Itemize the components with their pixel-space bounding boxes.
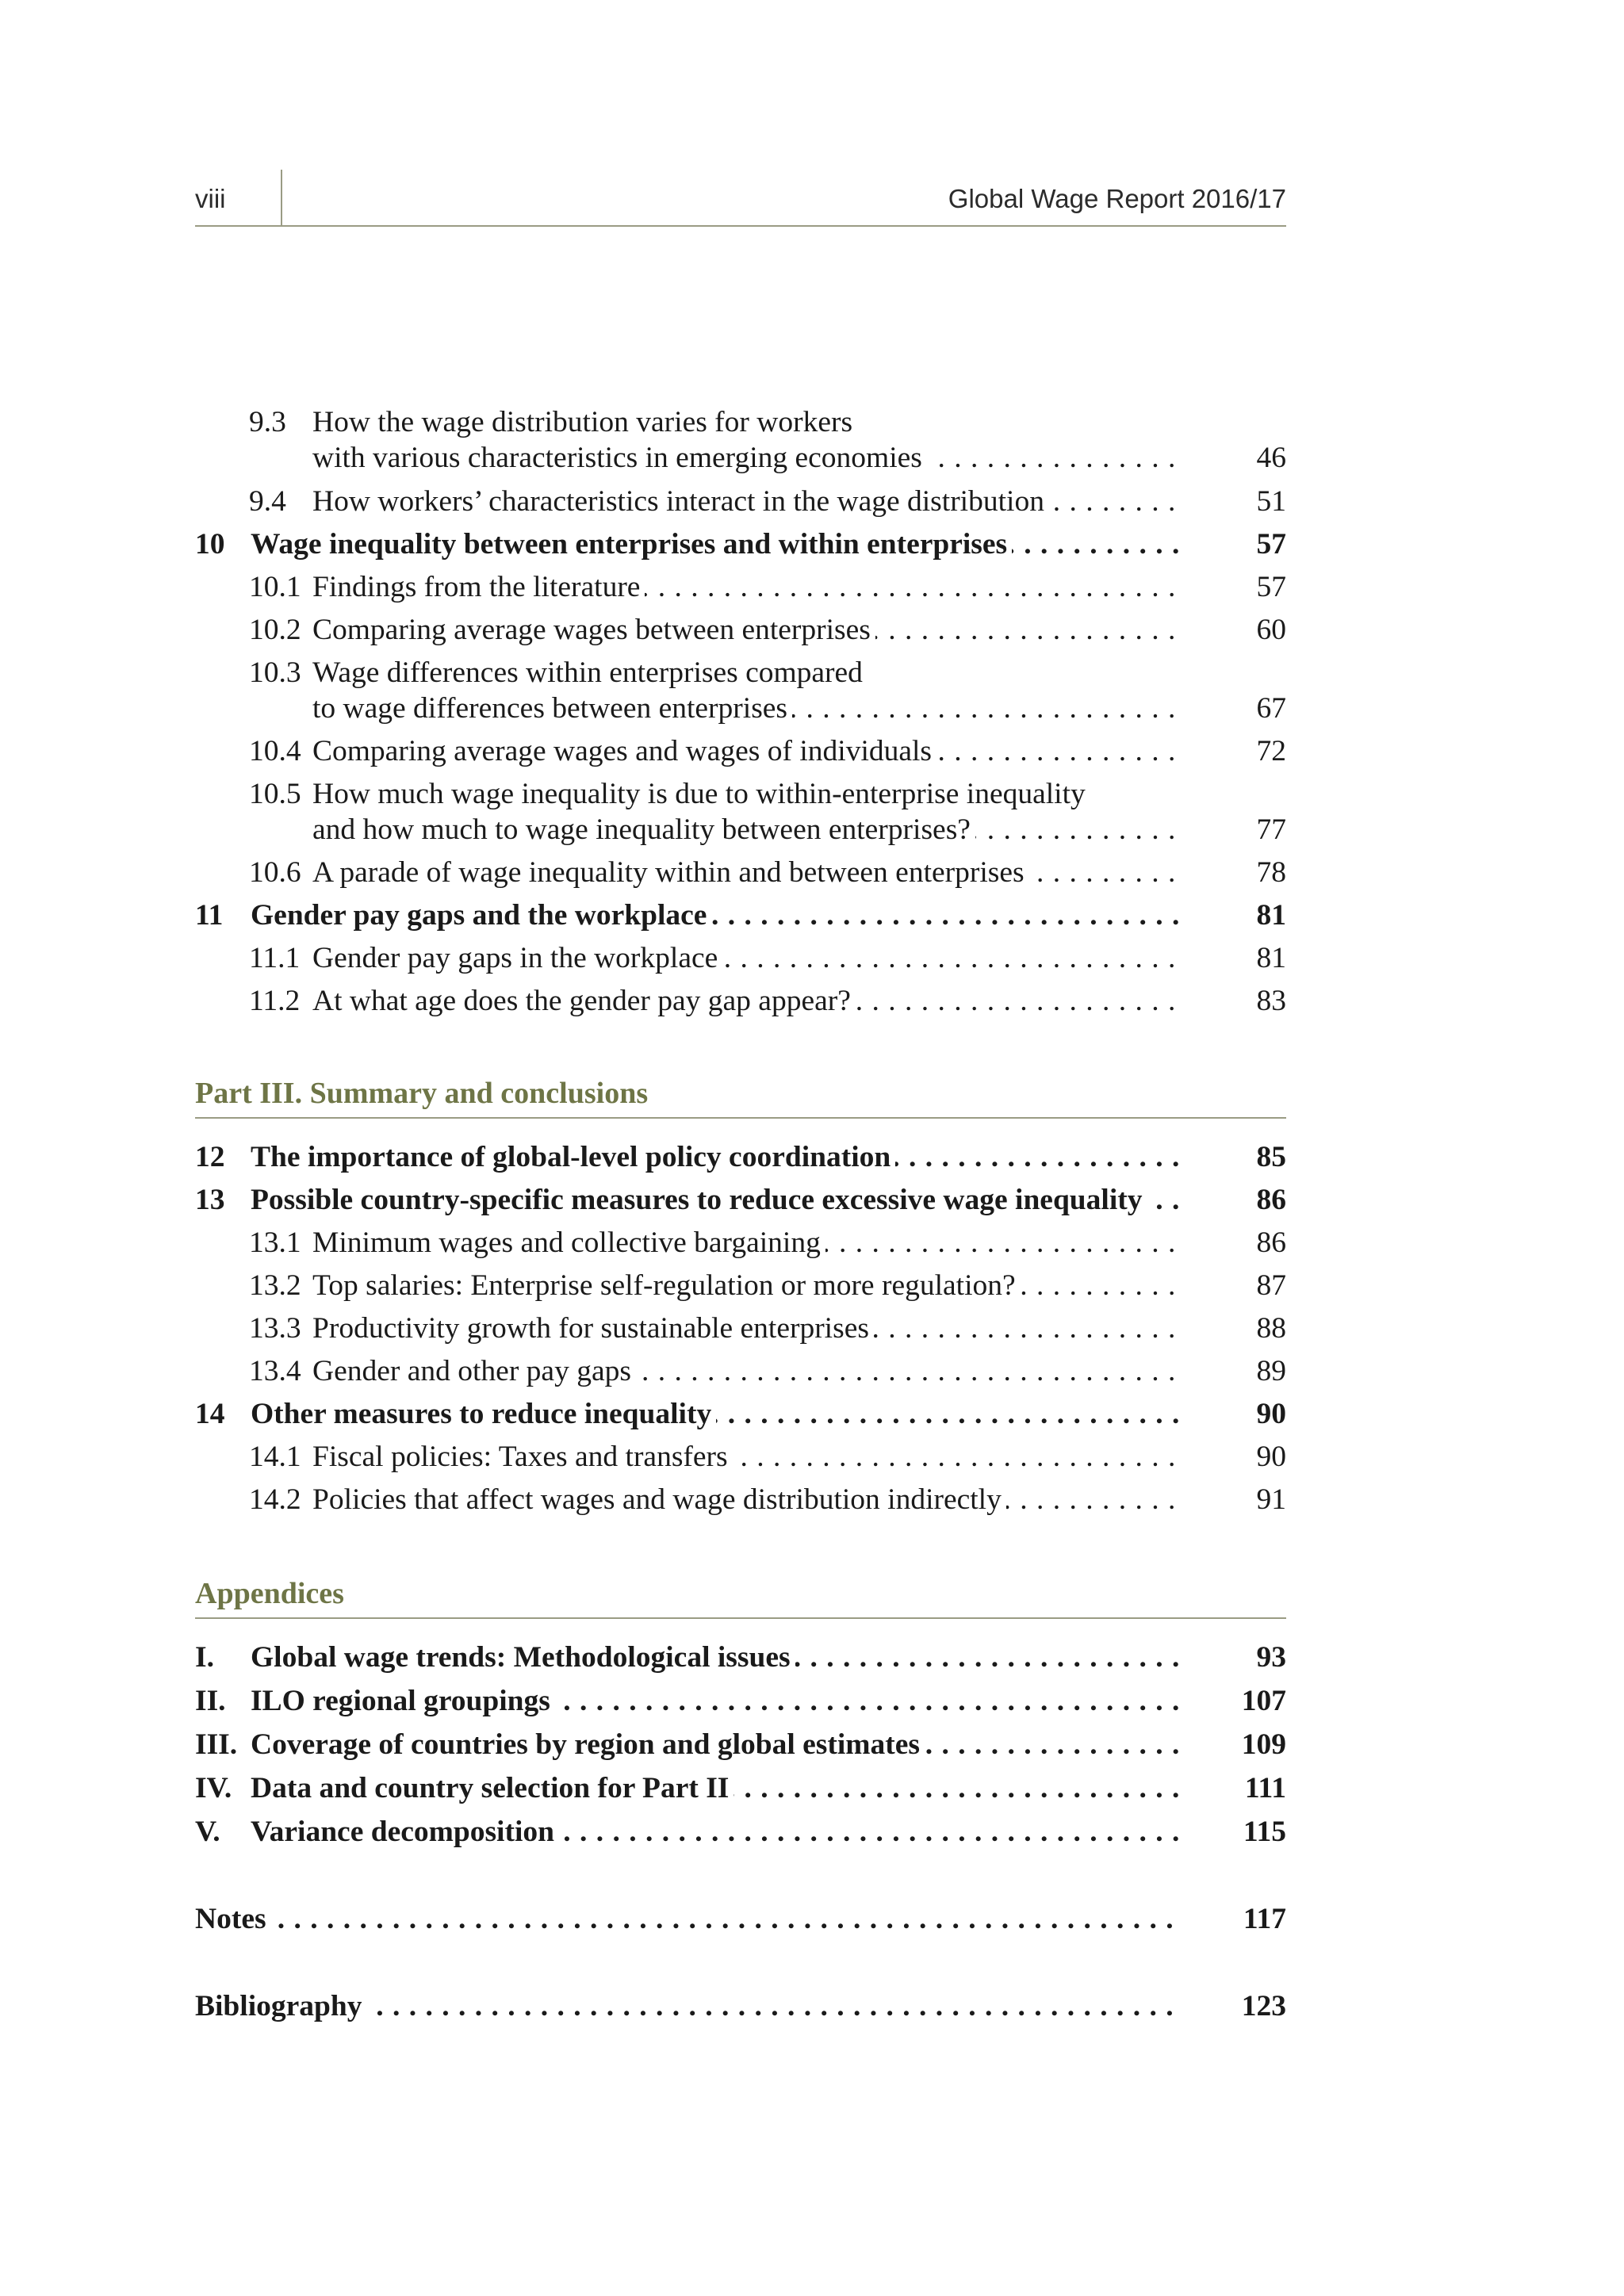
toc-title-cont: and how much to wage inequality between enterprises?	[312, 813, 975, 846]
toc-page: 81	[1256, 942, 1286, 974]
toc-number: 10.2	[249, 614, 301, 646]
toc-number: 13	[195, 1184, 225, 1216]
toc-page: 87	[1256, 1269, 1286, 1302]
toc-title: Variance decomposition	[251, 1816, 559, 1848]
toc-page: 115	[1243, 1816, 1286, 1848]
toc-title: Data and country selection for Part II	[251, 1772, 733, 1804]
toc-page: 123	[1241, 1990, 1286, 2022]
toc-title: Findings from the literature	[312, 571, 645, 603]
toc-number: 14	[195, 1398, 225, 1430]
toc-page: 57	[1256, 571, 1286, 603]
toc-title: How the wage distribution varies for workers	[312, 406, 857, 438]
toc-title: Minimum wages and collective bargaining	[312, 1226, 825, 1259]
toc-title: Top salaries: Enterprise self-regulation or more regulation?	[312, 1269, 1021, 1302]
toc-title: How workers’ characteristics interact in the wage distribution	[312, 485, 1049, 518]
toc-page: 90	[1256, 1398, 1286, 1430]
toc-number: 12	[195, 1141, 225, 1173]
toc-number: 10.3	[249, 656, 301, 689]
toc-page: 46	[1256, 442, 1286, 474]
toc-title: ILO regional groupings	[251, 1685, 555, 1717]
toc-title: Gender and other pay gaps	[312, 1355, 636, 1387]
toc-number: 9.4	[249, 485, 286, 518]
toc-title: Gender pay gaps and the workplace	[251, 899, 711, 932]
toc-number: 13.2	[249, 1269, 301, 1302]
toc-page: 83	[1256, 985, 1286, 1017]
toc-page: 107	[1241, 1685, 1286, 1717]
toc-page: 85	[1256, 1141, 1286, 1173]
toc-title: Productivity growth for sustainable enterprises	[312, 1312, 874, 1345]
toc-page: 67	[1256, 692, 1286, 725]
toc-title: Bibliography	[195, 1990, 366, 2022]
toc-number: 10.4	[249, 735, 301, 767]
toc-page: 60	[1256, 614, 1286, 646]
toc-number: 14.2	[249, 1483, 301, 1516]
report-title: Global Wage Report 2016/17	[948, 184, 1286, 213]
toc-number: IV.	[195, 1772, 232, 1804]
toc-title: The importance of global-level policy coordination	[251, 1141, 895, 1173]
appendices-heading: Appendices	[195, 1576, 1286, 1619]
toc-title: Wage differences within enterprises compared	[312, 656, 868, 689]
toc-number: 11.2	[249, 985, 301, 1017]
toc-number: 9.3	[249, 406, 286, 438]
toc-title: Notes	[195, 1903, 271, 1935]
toc-page: 109	[1241, 1728, 1286, 1761]
toc-page: 72	[1256, 735, 1286, 767]
toc-number: 11.1	[249, 942, 301, 974]
toc-title: At what age does the gender pay gap appear?	[312, 985, 856, 1017]
toc-page: 117	[1243, 1903, 1286, 1935]
toc-number: I.	[195, 1641, 214, 1674]
toc-page: 111	[1244, 1772, 1286, 1804]
toc-title: Global wage trends: Methodological issues	[251, 1641, 795, 1674]
toc-title: How much wage inequality is due to within-enterprise inequality	[312, 778, 1090, 810]
toc-page: 90	[1256, 1441, 1286, 1473]
toc-title: Comparing average wages between enterprises	[312, 614, 875, 646]
toc-title: Fiscal policies: Taxes and transfers	[312, 1441, 733, 1473]
toc-title: Possible country-specific measures to reduce excessive wage inequality	[251, 1184, 1147, 1216]
toc-title: Comparing average wages and wages of individuals	[312, 735, 936, 767]
toc-title: Wage inequality between enterprises and within enterprises	[251, 528, 1012, 561]
toc-title: Gender pay gaps in the workplace	[312, 942, 722, 974]
toc-number: 10	[195, 528, 225, 561]
toc-page: 88	[1256, 1312, 1286, 1345]
toc-number: 14.1	[249, 1441, 301, 1473]
toc-page: 57	[1256, 528, 1286, 561]
page-number: viii	[195, 184, 226, 213]
toc-title: A parade of wage inequality within and between enterprises	[312, 856, 1029, 889]
toc-number: 10.6	[249, 856, 301, 889]
toc-number: II.	[195, 1685, 226, 1717]
toc-number: V.	[195, 1816, 220, 1848]
running-header	[195, 170, 1286, 227]
toc-title-cont: to wage differences between enterprises	[312, 692, 792, 725]
toc-number: 13.3	[249, 1312, 301, 1345]
toc-number: 13.4	[249, 1355, 301, 1387]
toc-number: 10.5	[249, 778, 301, 810]
toc-number: 10.1	[249, 571, 301, 603]
part-iii-heading: Part III. Summary and conclusions	[195, 1076, 1286, 1119]
toc-page: 86	[1256, 1226, 1286, 1259]
toc-title: Policies that affect wages and wage distribution indirectly	[312, 1483, 1006, 1516]
toc-title: Other measures to reduce inequality	[251, 1398, 716, 1430]
toc-number: III.	[195, 1728, 238, 1761]
toc-page: 93	[1256, 1641, 1286, 1674]
toc-number: 13.1	[249, 1226, 301, 1259]
toc-page: 51	[1256, 485, 1286, 518]
toc-number: 11	[195, 899, 224, 932]
toc-page: 89	[1256, 1355, 1286, 1387]
toc-page: 77	[1256, 813, 1286, 846]
toc-page: 91	[1256, 1483, 1286, 1516]
toc-page: 86	[1256, 1184, 1286, 1216]
toc-page: 78	[1256, 856, 1286, 889]
toc-title: Coverage of countries by region and global estimates	[251, 1728, 925, 1761]
header-divider	[281, 170, 282, 225]
toc-page: 81	[1256, 899, 1286, 932]
toc-title-cont: with various characteristics in emerging economies	[312, 442, 927, 474]
